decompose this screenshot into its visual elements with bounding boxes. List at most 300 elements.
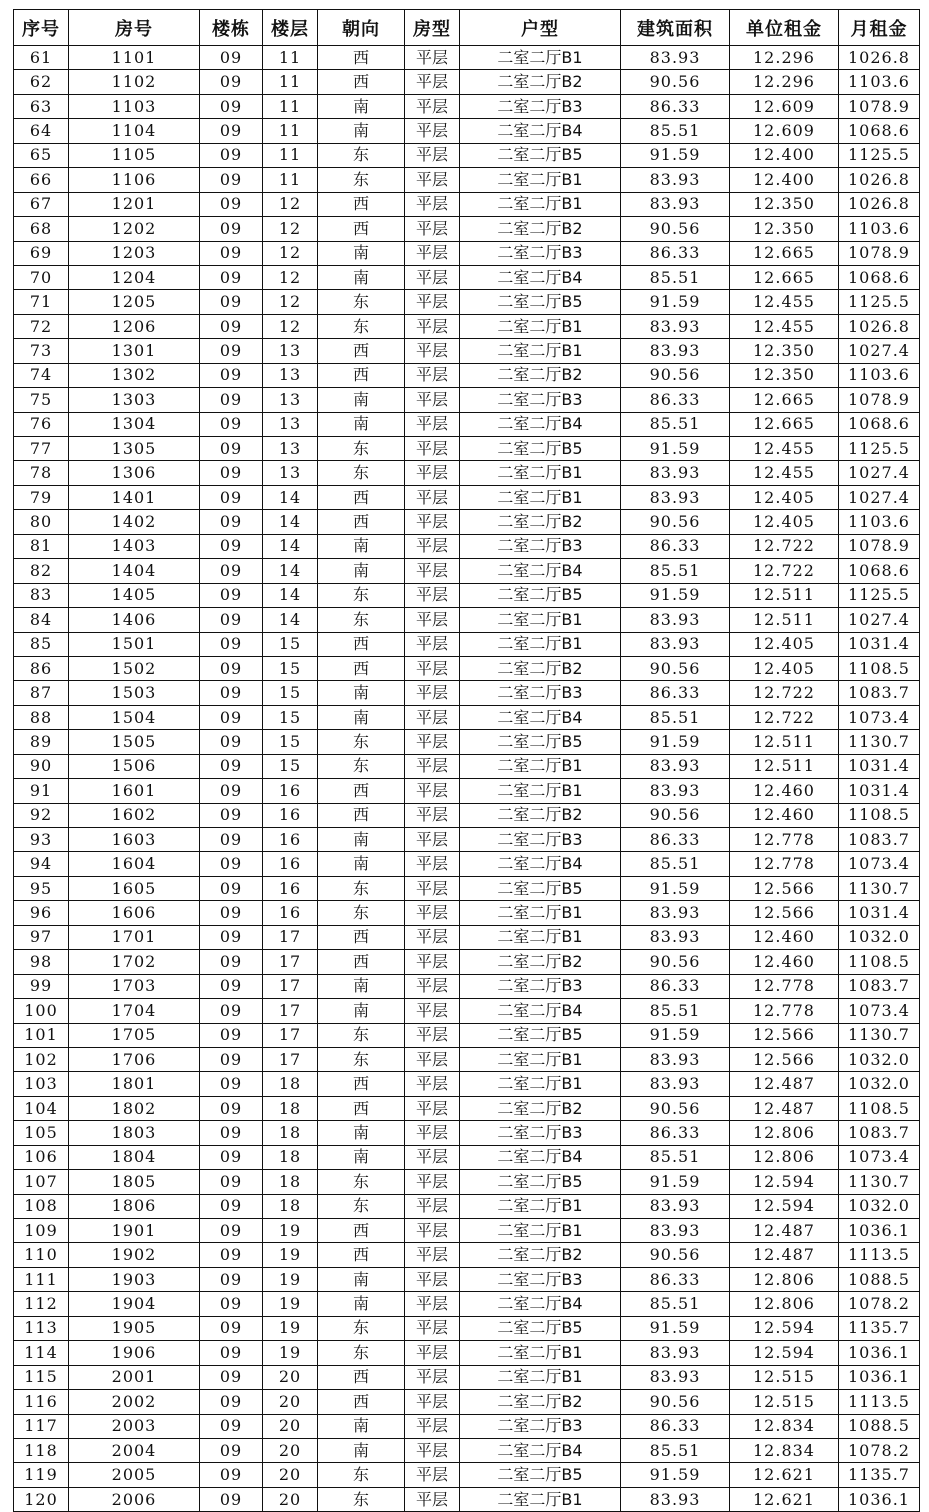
cell-building: 09 bbox=[200, 412, 263, 436]
cell-building: 09 bbox=[200, 1072, 263, 1096]
cell-orientation: 东 bbox=[318, 583, 405, 607]
cell-room-type: 平层 bbox=[405, 901, 460, 925]
cell-area: 90.56 bbox=[621, 510, 730, 534]
cell-unit-rent: 12.566 bbox=[730, 1047, 839, 1071]
cell-seq: 101 bbox=[14, 1023, 69, 1047]
cell-unit-rent: 12.460 bbox=[730, 950, 839, 974]
cell-unit-rent: 12.722 bbox=[730, 559, 839, 583]
cell-building: 09 bbox=[200, 1365, 263, 1389]
cell-layout: 二室二厅B3 bbox=[460, 1121, 621, 1145]
header-cell-floor: 楼层 bbox=[263, 10, 318, 46]
cell-seq: 61 bbox=[14, 46, 69, 70]
cell-floor: 16 bbox=[263, 803, 318, 827]
cell-layout: 二室二厅B1 bbox=[460, 485, 621, 509]
cell-floor: 17 bbox=[263, 999, 318, 1023]
cell-seq: 87 bbox=[14, 681, 69, 705]
cell-room-type: 平层 bbox=[405, 876, 460, 900]
cell-orientation: 东 bbox=[318, 1047, 405, 1071]
cell-monthly-rent: 1031.4 bbox=[839, 779, 920, 803]
header-cell-room-type: 房型 bbox=[405, 10, 460, 46]
cell-monthly-rent: 1083.7 bbox=[839, 974, 920, 998]
cell-seq: 109 bbox=[14, 1219, 69, 1243]
table-row bbox=[14, 974, 920, 998]
cell-layout: 二室二厅B4 bbox=[460, 999, 621, 1023]
cell-seq: 100 bbox=[14, 999, 69, 1023]
cell-building: 09 bbox=[200, 1096, 263, 1120]
cell-room-type: 平层 bbox=[405, 1365, 460, 1389]
cell-monthly-rent: 1130.7 bbox=[839, 1170, 920, 1194]
cell-orientation: 东 bbox=[318, 608, 405, 632]
table-row bbox=[14, 94, 920, 118]
cell-room-type: 平层 bbox=[405, 1316, 460, 1340]
cell-room-type: 平层 bbox=[405, 1170, 460, 1194]
cell-unit-rent: 12.515 bbox=[730, 1390, 839, 1414]
cell-layout: 二室二厅B4 bbox=[460, 1292, 621, 1316]
table-row bbox=[14, 1438, 920, 1462]
cell-room-type: 平层 bbox=[405, 1072, 460, 1096]
cell-layout: 二室二厅B1 bbox=[460, 901, 621, 925]
cell-orientation: 南 bbox=[318, 119, 405, 143]
cell-room: 1603 bbox=[69, 828, 200, 852]
cell-room-type: 平层 bbox=[405, 681, 460, 705]
cell-seq: 110 bbox=[14, 1243, 69, 1267]
cell-room-type: 平层 bbox=[405, 779, 460, 803]
cell-building: 09 bbox=[200, 265, 263, 289]
cell-orientation: 西 bbox=[318, 1072, 405, 1096]
cell-layout: 二室二厅B2 bbox=[460, 1243, 621, 1267]
cell-seq: 78 bbox=[14, 461, 69, 485]
cell-building: 09 bbox=[200, 656, 263, 680]
cell-layout: 二室二厅B1 bbox=[460, 461, 621, 485]
cell-room-type: 平层 bbox=[405, 217, 460, 241]
cell-monthly-rent: 1031.4 bbox=[839, 632, 920, 656]
cell-floor: 15 bbox=[263, 705, 318, 729]
cell-seq: 117 bbox=[14, 1414, 69, 1438]
cell-floor: 19 bbox=[263, 1292, 318, 1316]
cell-room-type: 平层 bbox=[405, 290, 460, 314]
cell-orientation: 东 bbox=[318, 1341, 405, 1365]
cell-unit-rent: 12.665 bbox=[730, 265, 839, 289]
cell-building: 09 bbox=[200, 534, 263, 558]
cell-seq: 76 bbox=[14, 412, 69, 436]
cell-floor: 20 bbox=[263, 1487, 318, 1511]
table-row bbox=[14, 1194, 920, 1218]
cell-monthly-rent: 1103.6 bbox=[839, 217, 920, 241]
cell-room: 1504 bbox=[69, 705, 200, 729]
cell-building: 09 bbox=[200, 168, 263, 192]
cell-room-type: 平层 bbox=[405, 1267, 460, 1291]
cell-monthly-rent: 1032.0 bbox=[839, 925, 920, 949]
cell-area: 85.51 bbox=[621, 1292, 730, 1316]
cell-monthly-rent: 1103.6 bbox=[839, 70, 920, 94]
cell-monthly-rent: 1083.7 bbox=[839, 1121, 920, 1145]
cell-area: 85.51 bbox=[621, 412, 730, 436]
cell-building: 09 bbox=[200, 583, 263, 607]
table-row bbox=[14, 925, 920, 949]
cell-room-type: 平层 bbox=[405, 1023, 460, 1047]
table-row bbox=[14, 168, 920, 192]
cell-floor: 12 bbox=[263, 290, 318, 314]
cell-seq: 120 bbox=[14, 1487, 69, 1511]
cell-orientation: 南 bbox=[318, 1438, 405, 1462]
cell-layout: 二室二厅B2 bbox=[460, 656, 621, 680]
cell-layout: 二室二厅B1 bbox=[460, 1072, 621, 1096]
cell-room: 1702 bbox=[69, 950, 200, 974]
cell-building: 09 bbox=[200, 388, 263, 412]
cell-monthly-rent: 1130.7 bbox=[839, 876, 920, 900]
cell-area: 83.93 bbox=[621, 1072, 730, 1096]
table-row bbox=[14, 46, 920, 70]
cell-room: 1806 bbox=[69, 1194, 200, 1218]
cell-floor: 15 bbox=[263, 730, 318, 754]
cell-floor: 14 bbox=[263, 559, 318, 583]
cell-unit-rent: 12.405 bbox=[730, 632, 839, 656]
cell-orientation: 南 bbox=[318, 1267, 405, 1291]
cell-unit-rent: 12.834 bbox=[730, 1414, 839, 1438]
cell-seq: 86 bbox=[14, 656, 69, 680]
cell-room: 1706 bbox=[69, 1047, 200, 1071]
cell-orientation: 西 bbox=[318, 632, 405, 656]
cell-orientation: 南 bbox=[318, 94, 405, 118]
cell-room: 1304 bbox=[69, 412, 200, 436]
cell-room: 2006 bbox=[69, 1487, 200, 1511]
cell-building: 09 bbox=[200, 1463, 263, 1487]
cell-orientation: 南 bbox=[318, 388, 405, 412]
cell-monthly-rent: 1130.7 bbox=[839, 730, 920, 754]
cell-orientation: 南 bbox=[318, 999, 405, 1023]
cell-room-type: 平层 bbox=[405, 339, 460, 363]
cell-layout: 二室二厅B5 bbox=[460, 730, 621, 754]
cell-layout: 二室二厅B1 bbox=[460, 168, 621, 192]
cell-unit-rent: 12.722 bbox=[730, 534, 839, 558]
cell-room: 1905 bbox=[69, 1316, 200, 1340]
cell-room: 1302 bbox=[69, 363, 200, 387]
cell-floor: 17 bbox=[263, 950, 318, 974]
table-row bbox=[14, 559, 920, 583]
cell-layout: 二室二厅B5 bbox=[460, 437, 621, 461]
cell-unit-rent: 12.350 bbox=[730, 363, 839, 387]
cell-unit-rent: 12.487 bbox=[730, 1219, 839, 1243]
cell-orientation: 南 bbox=[318, 1145, 405, 1169]
cell-room: 1601 bbox=[69, 779, 200, 803]
cell-room-type: 平层 bbox=[405, 656, 460, 680]
cell-building: 09 bbox=[200, 1121, 263, 1145]
cell-seq: 119 bbox=[14, 1463, 69, 1487]
cell-unit-rent: 12.834 bbox=[730, 1438, 839, 1462]
cell-monthly-rent: 1068.6 bbox=[839, 412, 920, 436]
cell-room-type: 平层 bbox=[405, 94, 460, 118]
cell-orientation: 西 bbox=[318, 339, 405, 363]
cell-seq: 83 bbox=[14, 583, 69, 607]
cell-room-type: 平层 bbox=[405, 485, 460, 509]
cell-floor: 12 bbox=[263, 265, 318, 289]
cell-orientation: 东 bbox=[318, 730, 405, 754]
cell-seq: 65 bbox=[14, 143, 69, 167]
cell-seq: 102 bbox=[14, 1047, 69, 1071]
cell-orientation: 西 bbox=[318, 779, 405, 803]
cell-building: 09 bbox=[200, 1487, 263, 1511]
cell-seq: 79 bbox=[14, 485, 69, 509]
cell-building: 09 bbox=[200, 681, 263, 705]
cell-floor: 13 bbox=[263, 363, 318, 387]
cell-building: 09 bbox=[200, 974, 263, 998]
cell-monthly-rent: 1088.5 bbox=[839, 1267, 920, 1291]
cell-seq: 91 bbox=[14, 779, 69, 803]
cell-floor: 15 bbox=[263, 681, 318, 705]
cell-layout: 二室二厅B5 bbox=[460, 290, 621, 314]
cell-floor: 18 bbox=[263, 1121, 318, 1145]
cell-unit-rent: 12.594 bbox=[730, 1170, 839, 1194]
cell-room: 1802 bbox=[69, 1096, 200, 1120]
cell-area: 85.51 bbox=[621, 559, 730, 583]
cell-room: 1803 bbox=[69, 1121, 200, 1145]
cell-area: 91.59 bbox=[621, 1463, 730, 1487]
cell-room: 1102 bbox=[69, 70, 200, 94]
cell-area: 91.59 bbox=[621, 143, 730, 167]
cell-monthly-rent: 1027.4 bbox=[839, 608, 920, 632]
cell-area: 83.93 bbox=[621, 901, 730, 925]
cell-seq: 64 bbox=[14, 119, 69, 143]
cell-monthly-rent: 1113.5 bbox=[839, 1243, 920, 1267]
cell-monthly-rent: 1078.2 bbox=[839, 1438, 920, 1462]
cell-unit-rent: 12.594 bbox=[730, 1194, 839, 1218]
table-row bbox=[14, 754, 920, 778]
cell-seq: 63 bbox=[14, 94, 69, 118]
table-row bbox=[14, 217, 920, 241]
cell-orientation: 西 bbox=[318, 510, 405, 534]
cell-seq: 81 bbox=[14, 534, 69, 558]
cell-area: 86.33 bbox=[621, 681, 730, 705]
cell-unit-rent: 12.405 bbox=[730, 485, 839, 509]
cell-area: 91.59 bbox=[621, 1316, 730, 1340]
cell-floor: 11 bbox=[263, 46, 318, 70]
cell-unit-rent: 12.566 bbox=[730, 1023, 839, 1047]
cell-room-type: 平层 bbox=[405, 192, 460, 216]
cell-floor: 14 bbox=[263, 583, 318, 607]
cell-orientation: 东 bbox=[318, 1316, 405, 1340]
cell-monthly-rent: 1135.7 bbox=[839, 1316, 920, 1340]
cell-unit-rent: 12.722 bbox=[730, 681, 839, 705]
cell-area: 91.59 bbox=[621, 583, 730, 607]
cell-orientation: 南 bbox=[318, 852, 405, 876]
header-cell-room: 房号 bbox=[69, 10, 200, 46]
cell-room-type: 平层 bbox=[405, 1438, 460, 1462]
cell-area: 83.93 bbox=[621, 632, 730, 656]
cell-area: 85.51 bbox=[621, 265, 730, 289]
table-row bbox=[14, 730, 920, 754]
cell-room: 1202 bbox=[69, 217, 200, 241]
cell-unit-rent: 12.806 bbox=[730, 1145, 839, 1169]
cell-floor: 12 bbox=[263, 314, 318, 338]
cell-unit-rent: 12.511 bbox=[730, 730, 839, 754]
cell-orientation: 南 bbox=[318, 1414, 405, 1438]
cell-seq: 96 bbox=[14, 901, 69, 925]
cell-unit-rent: 12.455 bbox=[730, 314, 839, 338]
table-row bbox=[14, 1463, 920, 1487]
cell-orientation: 西 bbox=[318, 1390, 405, 1414]
cell-room-type: 平层 bbox=[405, 950, 460, 974]
cell-layout: 二室二厅B5 bbox=[460, 1463, 621, 1487]
cell-monthly-rent: 1026.8 bbox=[839, 46, 920, 70]
table-row bbox=[14, 1145, 920, 1169]
cell-floor: 19 bbox=[263, 1243, 318, 1267]
cell-area: 86.33 bbox=[621, 534, 730, 558]
cell-orientation: 南 bbox=[318, 681, 405, 705]
cell-unit-rent: 12.806 bbox=[730, 1267, 839, 1291]
cell-layout: 二室二厅B2 bbox=[460, 70, 621, 94]
cell-area: 85.51 bbox=[621, 119, 730, 143]
table-row bbox=[14, 1316, 920, 1340]
cell-room: 1705 bbox=[69, 1023, 200, 1047]
cell-monthly-rent: 1026.8 bbox=[839, 314, 920, 338]
header-cell-monthly-rent: 月租金 bbox=[839, 10, 920, 46]
cell-monthly-rent: 1108.5 bbox=[839, 950, 920, 974]
cell-orientation: 东 bbox=[318, 901, 405, 925]
cell-floor: 11 bbox=[263, 119, 318, 143]
cell-unit-rent: 12.665 bbox=[730, 388, 839, 412]
cell-area: 83.93 bbox=[621, 1219, 730, 1243]
cell-unit-rent: 12.515 bbox=[730, 1365, 839, 1389]
cell-room-type: 平层 bbox=[405, 119, 460, 143]
cell-building: 09 bbox=[200, 461, 263, 485]
table-row bbox=[14, 461, 920, 485]
cell-floor: 14 bbox=[263, 608, 318, 632]
table-row bbox=[14, 314, 920, 338]
cell-layout: 二室二厅B4 bbox=[460, 1438, 621, 1462]
table-row bbox=[14, 656, 920, 680]
cell-monthly-rent: 1078.9 bbox=[839, 388, 920, 412]
cell-area: 85.51 bbox=[621, 1145, 730, 1169]
cell-floor: 16 bbox=[263, 876, 318, 900]
cell-layout: 二室二厅B1 bbox=[460, 46, 621, 70]
cell-floor: 17 bbox=[263, 974, 318, 998]
cell-orientation: 西 bbox=[318, 1096, 405, 1120]
cell-area: 85.51 bbox=[621, 705, 730, 729]
cell-orientation: 东 bbox=[318, 143, 405, 167]
cell-room: 2003 bbox=[69, 1414, 200, 1438]
cell-room-type: 平层 bbox=[405, 461, 460, 485]
cell-room: 1305 bbox=[69, 437, 200, 461]
cell-room-type: 平层 bbox=[405, 1390, 460, 1414]
cell-seq: 94 bbox=[14, 852, 69, 876]
cell-room-type: 平层 bbox=[405, 314, 460, 338]
cell-layout: 二室二厅B1 bbox=[460, 1487, 621, 1511]
cell-area: 90.56 bbox=[621, 70, 730, 94]
cell-unit-rent: 12.778 bbox=[730, 974, 839, 998]
cell-orientation: 西 bbox=[318, 46, 405, 70]
cell-monthly-rent: 1026.8 bbox=[839, 168, 920, 192]
cell-room-type: 平层 bbox=[405, 265, 460, 289]
cell-room: 1804 bbox=[69, 1145, 200, 1169]
cell-building: 09 bbox=[200, 510, 263, 534]
cell-seq: 93 bbox=[14, 828, 69, 852]
cell-building: 09 bbox=[200, 94, 263, 118]
cell-area: 86.33 bbox=[621, 974, 730, 998]
cell-floor: 20 bbox=[263, 1463, 318, 1487]
cell-building: 09 bbox=[200, 192, 263, 216]
cell-layout: 二室二厅B4 bbox=[460, 559, 621, 583]
cell-seq: 118 bbox=[14, 1438, 69, 1462]
table-row bbox=[14, 1414, 920, 1438]
cell-seq: 74 bbox=[14, 363, 69, 387]
cell-unit-rent: 12.511 bbox=[730, 608, 839, 632]
cell-room-type: 平层 bbox=[405, 1096, 460, 1120]
cell-room-type: 平层 bbox=[405, 1145, 460, 1169]
cell-area: 83.93 bbox=[621, 192, 730, 216]
cell-area: 86.33 bbox=[621, 94, 730, 118]
cell-area: 90.56 bbox=[621, 1390, 730, 1414]
cell-floor: 15 bbox=[263, 754, 318, 778]
cell-monthly-rent: 1113.5 bbox=[839, 1390, 920, 1414]
cell-room: 1502 bbox=[69, 656, 200, 680]
cell-orientation: 东 bbox=[318, 1023, 405, 1047]
table-row bbox=[14, 1096, 920, 1120]
cell-building: 09 bbox=[200, 1194, 263, 1218]
cell-floor: 11 bbox=[263, 94, 318, 118]
cell-room: 1606 bbox=[69, 901, 200, 925]
cell-monthly-rent: 1130.7 bbox=[839, 1023, 920, 1047]
cell-building: 09 bbox=[200, 241, 263, 265]
cell-unit-rent: 12.806 bbox=[730, 1292, 839, 1316]
cell-unit-rent: 12.778 bbox=[730, 828, 839, 852]
cell-monthly-rent: 1083.7 bbox=[839, 681, 920, 705]
cell-area: 91.59 bbox=[621, 730, 730, 754]
cell-layout: 二室二厅B1 bbox=[460, 314, 621, 338]
cell-seq: 90 bbox=[14, 754, 69, 778]
cell-orientation: 西 bbox=[318, 1219, 405, 1243]
cell-layout: 二室二厅B3 bbox=[460, 94, 621, 118]
cell-area: 86.33 bbox=[621, 828, 730, 852]
cell-room: 1301 bbox=[69, 339, 200, 363]
cell-seq: 72 bbox=[14, 314, 69, 338]
cell-seq: 98 bbox=[14, 950, 69, 974]
cell-seq: 108 bbox=[14, 1194, 69, 1218]
cell-floor: 15 bbox=[263, 656, 318, 680]
cell-area: 86.33 bbox=[621, 1267, 730, 1291]
cell-room-type: 平层 bbox=[405, 1463, 460, 1487]
cell-room: 1106 bbox=[69, 168, 200, 192]
cell-unit-rent: 12.350 bbox=[730, 192, 839, 216]
cell-layout: 二室二厅B3 bbox=[460, 828, 621, 852]
cell-layout: 二室二厅B4 bbox=[460, 119, 621, 143]
cell-seq: 112 bbox=[14, 1292, 69, 1316]
cell-room-type: 平层 bbox=[405, 388, 460, 412]
cell-orientation: 西 bbox=[318, 217, 405, 241]
cell-layout: 二室二厅B3 bbox=[460, 1267, 621, 1291]
cell-building: 09 bbox=[200, 925, 263, 949]
cell-orientation: 南 bbox=[318, 705, 405, 729]
cell-area: 91.59 bbox=[621, 1023, 730, 1047]
cell-orientation: 东 bbox=[318, 1487, 405, 1511]
cell-building: 09 bbox=[200, 46, 263, 70]
cell-layout: 二室二厅B3 bbox=[460, 681, 621, 705]
cell-monthly-rent: 1036.1 bbox=[839, 1219, 920, 1243]
cell-seq: 92 bbox=[14, 803, 69, 827]
table-row bbox=[14, 1390, 920, 1414]
cell-room-type: 平层 bbox=[405, 754, 460, 778]
cell-floor: 12 bbox=[263, 241, 318, 265]
cell-unit-rent: 12.665 bbox=[730, 241, 839, 265]
cell-room: 1503 bbox=[69, 681, 200, 705]
cell-room-type: 平层 bbox=[405, 1243, 460, 1267]
cell-layout: 二室二厅B5 bbox=[460, 1316, 621, 1340]
cell-monthly-rent: 1027.4 bbox=[839, 485, 920, 509]
cell-room: 1903 bbox=[69, 1267, 200, 1291]
table-row bbox=[14, 290, 920, 314]
cell-layout: 二室二厅B2 bbox=[460, 363, 621, 387]
cell-room-type: 平层 bbox=[405, 828, 460, 852]
cell-layout: 二室二厅B3 bbox=[460, 388, 621, 412]
